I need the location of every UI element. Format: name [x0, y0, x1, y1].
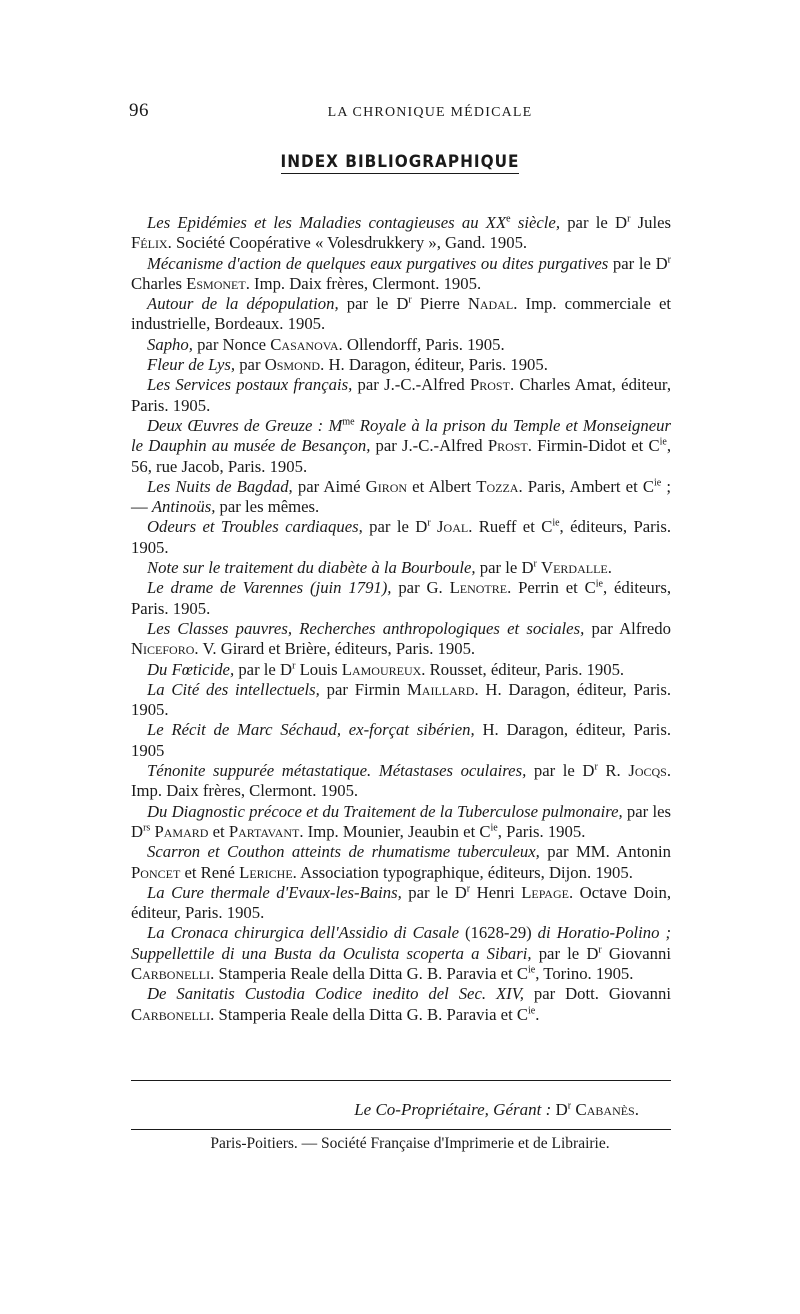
entry-text: , éditeurs, Paris. 1905.: [131, 517, 671, 557]
entry-title-text: Autour de la dépopulation,: [147, 294, 339, 314]
superscript: r: [427, 517, 431, 529]
entry-text: . Stamperia Reale della Ditta G. B. Paravia et C: [210, 1004, 529, 1024]
author-name: Casanova: [270, 334, 339, 354]
entry-text: . Ollendorff, Paris. 1905.: [338, 334, 505, 354]
entry-title-text: Fleur de Lys,: [147, 355, 236, 375]
bibliography-entry: [131, 883, 671, 924]
section-title: [0, 152, 800, 172]
superscript: ie: [490, 822, 498, 834]
entry-title-text: Les Classes pauvres, Recherches anthropologiques et sociales,: [147, 618, 585, 638]
entry-text: Charles: [131, 273, 187, 293]
entry-title-text: Les Nuits de Bagdad,: [147, 476, 293, 496]
entry-text: . Imp. Daix frères, Clermont. 1905.: [245, 273, 482, 293]
entry-title-text: Ténonite suppurée métastatique. Métastases oculaires,: [147, 761, 527, 781]
superscript: r: [292, 659, 296, 671]
entry-text: Jules: [630, 213, 671, 232]
entry-title-text: Mécanisme d'action de quelques eaux purgatives ou dites purgatives: [147, 253, 609, 273]
entry-text: par le D: [475, 558, 534, 578]
entry-title-text: Note sur le traitement du diabète à la Bourboule,: [147, 558, 476, 578]
entry-title-text: La Cronaca chirurgica dell'Assidio di Casale: [147, 923, 460, 943]
entry-text: . Rueff et C: [468, 517, 553, 537]
signature-name: Cabanès: [575, 1100, 635, 1119]
entry-text: par les D: [131, 801, 671, 841]
entry-text: . Société Coopérative « Volesdrukkery », Gand. 1905.: [167, 233, 528, 253]
entry-text: et René: [180, 862, 240, 882]
entry-text: par: [235, 355, 265, 375]
superscript: me: [342, 416, 355, 428]
entry-text: par le D: [526, 761, 595, 781]
bibliography-entry: [131, 335, 671, 355]
entry-title-text: siècle,: [510, 213, 560, 232]
superscript: ie: [552, 517, 560, 529]
signature-line: [131, 1100, 639, 1120]
bibliography-entry: [131, 761, 671, 802]
entry-text: par Nonce: [192, 334, 271, 354]
page-number: 96: [129, 100, 149, 121]
entry-text: , 56, rue Jacob, Paris. 1905.: [131, 436, 671, 476]
bibliography-entry: [131, 558, 671, 578]
entry-title-text: Le Récit de Marc Séchaud, ex-forçat sibérien,: [147, 720, 475, 740]
bibliography-entry: [131, 294, 671, 335]
entry-text: par le D: [608, 253, 668, 273]
entry-text: par Dott. Giovanni: [523, 984, 671, 1004]
entry-text: par le D: [338, 294, 409, 314]
bibliography-entry: [131, 802, 671, 843]
superscript: r: [408, 294, 412, 306]
entry-title-text: La Cité des intellectuels,: [147, 679, 320, 699]
bibliography-entry: [131, 619, 671, 660]
entry-title-text: Du Fœticide,: [147, 659, 235, 679]
entry-text: et: [208, 821, 229, 841]
bibliography-entry: [131, 720, 671, 761]
author-name: Nadal: [467, 294, 514, 314]
superscript: ie: [528, 1005, 536, 1017]
entry-text: Louis: [295, 659, 342, 679]
entry-text: ; —: [131, 476, 672, 517]
entry-text: . V. Girard et Brière, éditeurs, Paris. 1905.: [194, 639, 476, 659]
superscript: ie: [654, 477, 662, 489]
entry-text: Giovanni: [601, 943, 671, 963]
entry-title-text: Odeurs et Troubles cardiaques,: [147, 517, 363, 537]
divider: [131, 1129, 671, 1130]
author-name: Tozza: [476, 476, 519, 496]
entry-title-text: La Cure thermale d'Evaux-les-Bains,: [147, 882, 402, 902]
superscript: ie: [659, 436, 667, 448]
author-name: Joal: [437, 517, 469, 537]
entry-title-text: Deux Œuvres de Greuze : M: [147, 415, 343, 435]
divider: [131, 1080, 671, 1081]
author-name: Pamard: [154, 821, 209, 841]
entry-text: .: [607, 558, 612, 578]
entry-text: par Firmin: [319, 679, 407, 699]
entry-text: par le D: [531, 943, 599, 963]
entry-title-text: Antinoüs,: [151, 497, 216, 517]
entry-text: par les mêmes.: [215, 497, 320, 517]
author-name: Niceforo: [131, 639, 195, 659]
author-name: Lepage: [521, 882, 569, 902]
superscript: ie: [528, 964, 536, 976]
bibliography-entry: [131, 660, 671, 680]
superscript: ie: [595, 578, 603, 590]
entry-text: par G.: [391, 578, 450, 598]
entry-text: . Imp. commerciale et industrielle, Bordeaux. 1905.: [131, 294, 672, 334]
entry-title-text: Sapho,: [147, 334, 193, 354]
superscript: e: [506, 213, 511, 225]
superscript: r: [598, 944, 602, 956]
entry-title-text: di Horatio-Polino ; Suppellettile di una Busta da Oculista scoperta a Sibari,: [131, 923, 672, 963]
bibliography-entry: [131, 416, 671, 477]
bibliography-entry: [131, 680, 671, 721]
superscript: r: [667, 254, 671, 266]
entry-text: . Perrin et C: [507, 578, 596, 598]
author-name: Carbonelli: [131, 963, 211, 983]
bibliography-entry: [131, 213, 671, 254]
entry-text: . H. Daragon, éditeur, Paris. 1905.: [131, 679, 671, 720]
running-head: LA CHRONIQUE MÉDICALE: [327, 105, 533, 120]
author-name: Prost: [469, 375, 510, 395]
entry-title-text: Les Services postaux français,: [147, 375, 353, 395]
superscript: r: [466, 883, 471, 895]
signature-title: D: [555, 1100, 568, 1119]
entry-text: , Torino. 1905.: [535, 963, 634, 983]
entry-text: R.: [597, 761, 629, 781]
entry-text: par MM. Antonin: [539, 842, 672, 862]
superscript: rs: [143, 822, 151, 834]
entry-text: par le D: [560, 213, 628, 232]
entry-text: . Imp. Daix frères, Clermont. 1905.: [131, 761, 672, 801]
bibliography-entry: [131, 923, 671, 984]
entry-text: . Charles Amat, éditeur, Paris. 1905.: [131, 375, 671, 415]
entry-text: H. Daragon, éditeur, Paris. 1905: [131, 720, 671, 760]
author-name: Lamoureux: [341, 659, 422, 679]
author-name: Carbonelli: [131, 1004, 211, 1024]
superscript: r: [594, 761, 598, 773]
author-name: Maillard: [406, 679, 475, 699]
entry-text: .: [535, 1004, 540, 1024]
entry-text: par le D: [362, 517, 428, 537]
entry-title-text: Royale à la prison du Temple et Monseigneur le Dauphin au musée de Besançon,: [131, 415, 671, 456]
entry-text: par le D: [234, 659, 293, 679]
entry-text: . Stamperia Reale della Ditta G. B. Paravia et C: [210, 963, 529, 983]
superscript: r: [627, 213, 631, 225]
entry-text: . Rousset, éditeur, Paris. 1905.: [421, 659, 625, 679]
entry-text: par Alfredo: [584, 618, 671, 638]
author-name: Verdalle: [541, 558, 608, 578]
entry-text: par J.-C.-Alfred: [370, 436, 488, 456]
entry-text: , Paris. 1905.: [497, 821, 586, 841]
entry-text: par J.-C.-Alfred: [352, 375, 470, 395]
author-name: Jocqs: [628, 761, 667, 781]
author-name: Lenotre: [449, 578, 508, 598]
bibliography-entry: [131, 984, 671, 1025]
bibliography-entry: [131, 578, 671, 619]
author-name: Félix: [131, 233, 168, 253]
bibliography-entry: [131, 477, 671, 518]
bibliography-entry: [131, 254, 671, 295]
author-name: Giron: [365, 476, 408, 496]
author-name: Prost: [487, 436, 528, 456]
bibliography-entry: [131, 517, 671, 558]
signature-end: .: [634, 1100, 639, 1119]
bibliography-entry: [131, 842, 671, 883]
entry-text: et Albert: [407, 476, 477, 496]
printer-imprint: Paris-Poitiers. — Société Française d'Imprimerie et de Librairie.: [210, 1135, 610, 1152]
entry-title-text: Les Epidémies et les Maladies contagieuses au XX: [147, 213, 507, 232]
entry-title-text: Scarron et Couthon atteints de rhumatisme tuberculeux,: [147, 842, 540, 862]
entry-text: par le D: [401, 882, 467, 902]
entry-title-text: De Sanitatis Custodia Codice inedito del Sec. XIV,: [147, 984, 524, 1004]
entry-text: (1628-29): [459, 923, 538, 943]
signature-title-sup: r: [567, 1100, 572, 1112]
entry-title-text: Du Diagnostic précoce et du Traitement de la Tuberculose pulmonaire,: [147, 801, 623, 821]
author-name: Poncet: [131, 862, 181, 882]
entry-text: par Aimé: [292, 476, 366, 496]
entry-text: . Firmin-Didot et C: [527, 436, 660, 456]
entry-text: Henri: [470, 882, 522, 902]
author-name: Partavant: [228, 821, 300, 841]
bibliography-list: [131, 213, 671, 1025]
bibliography-entry: [131, 355, 671, 375]
superscript: r: [533, 558, 537, 570]
entry-title-text: Le drame de Varennes (juin 1791),: [147, 578, 392, 598]
entry-text: . Octave Doin, éditeur, Paris. 1905.: [131, 882, 671, 923]
entry-text: , éditeurs, Paris. 1905.: [131, 578, 671, 618]
entry-text: . Imp. Mounier, Jeaubin et C: [299, 821, 491, 841]
author-name: Osmond: [264, 355, 321, 375]
entry-text: . H. Daragon, éditeur, Paris. 1905.: [320, 355, 548, 375]
section-title-text: INDEX BIBLIOGRAPHIQUE: [280, 152, 520, 172]
entry-text: . Association typographique, éditeurs, Dijon. 1905.: [292, 862, 633, 882]
author-name: Esmonet: [186, 273, 246, 293]
entry-text: . Paris, Ambert et C: [518, 476, 654, 496]
entry-text: Pierre: [411, 294, 468, 314]
bibliography-entry: [131, 375, 671, 416]
author-name: Leriche: [239, 862, 293, 882]
signature-label: Le Co-Propriétaire, Gérant :: [354, 1100, 552, 1119]
